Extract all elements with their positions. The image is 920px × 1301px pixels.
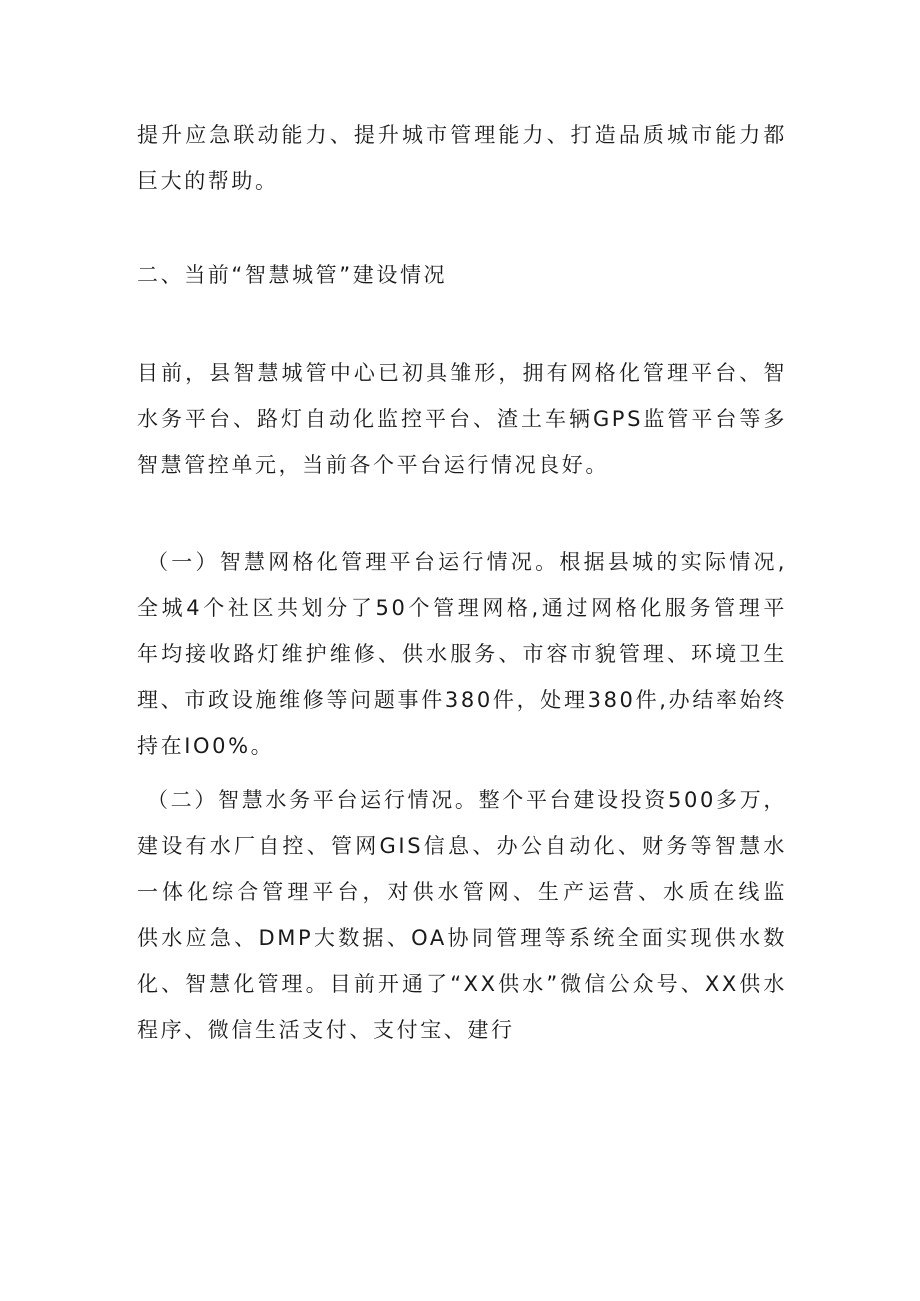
text-line: 供水应急、DMP大数据、OA协同管理等系统全面实现供水数 — [137, 926, 787, 950]
paragraph-intro-continuation — [137, 112, 787, 204]
section-heading — [137, 252, 787, 298]
paragraph-grid-platform — [137, 539, 787, 769]
text-line: 理、市政设施维修等问题事件380件，处理380件,办结率始终 — [137, 688, 787, 712]
text-line: 水务平台、路灯自动化监控平台、渣土车辆GPS监管平台等多 — [137, 407, 787, 431]
paragraph-water-platform — [137, 777, 787, 1053]
text-line: （二）智慧水务平台运行情况。整个平台建设投资500多万， — [147, 788, 787, 812]
text-line: 全城4个社区共划分了50个管理网格,通过网格化服务管理平 — [137, 596, 787, 620]
heading-line: 二、当前“智慧城管”建设情况 — [137, 263, 448, 287]
text-line: 建设有水厂自控、管网GIS信息、办公自动化、财务等智慧水 — [137, 834, 787, 858]
text-line: 化、智慧化管理。目前开通了“XX供水”微信公众号、XX供水 — [137, 972, 787, 996]
text-line: 程序、微信生活支付、支付宝、建行 — [137, 1018, 515, 1042]
text-line: （一）智慧网格化管理平台运行情况。根据县城的实际情况, — [147, 550, 787, 574]
text-line: 持在IO0%。 — [137, 734, 275, 758]
text-line: 巨大的帮助。 — [137, 169, 279, 193]
text-line: 提升应急联动能力、提升城市管理能力、打造品质城市能力都 — [137, 123, 787, 147]
paragraph-overview — [137, 350, 787, 488]
text-line: 年均接收路灯维护维修、供水服务、市容市貌管理、环境卫生 — [137, 642, 787, 666]
text-line: 智慧管控单元，当前各个平台运行情况良好。 — [137, 453, 609, 477]
text-line: 目前，县智慧城管中心已初具雏形，拥有网格化管理平台、智 — [137, 361, 787, 385]
text-line: 一体化综合管理平台，对供水管网、生产运营、水质在线监 — [137, 880, 787, 904]
